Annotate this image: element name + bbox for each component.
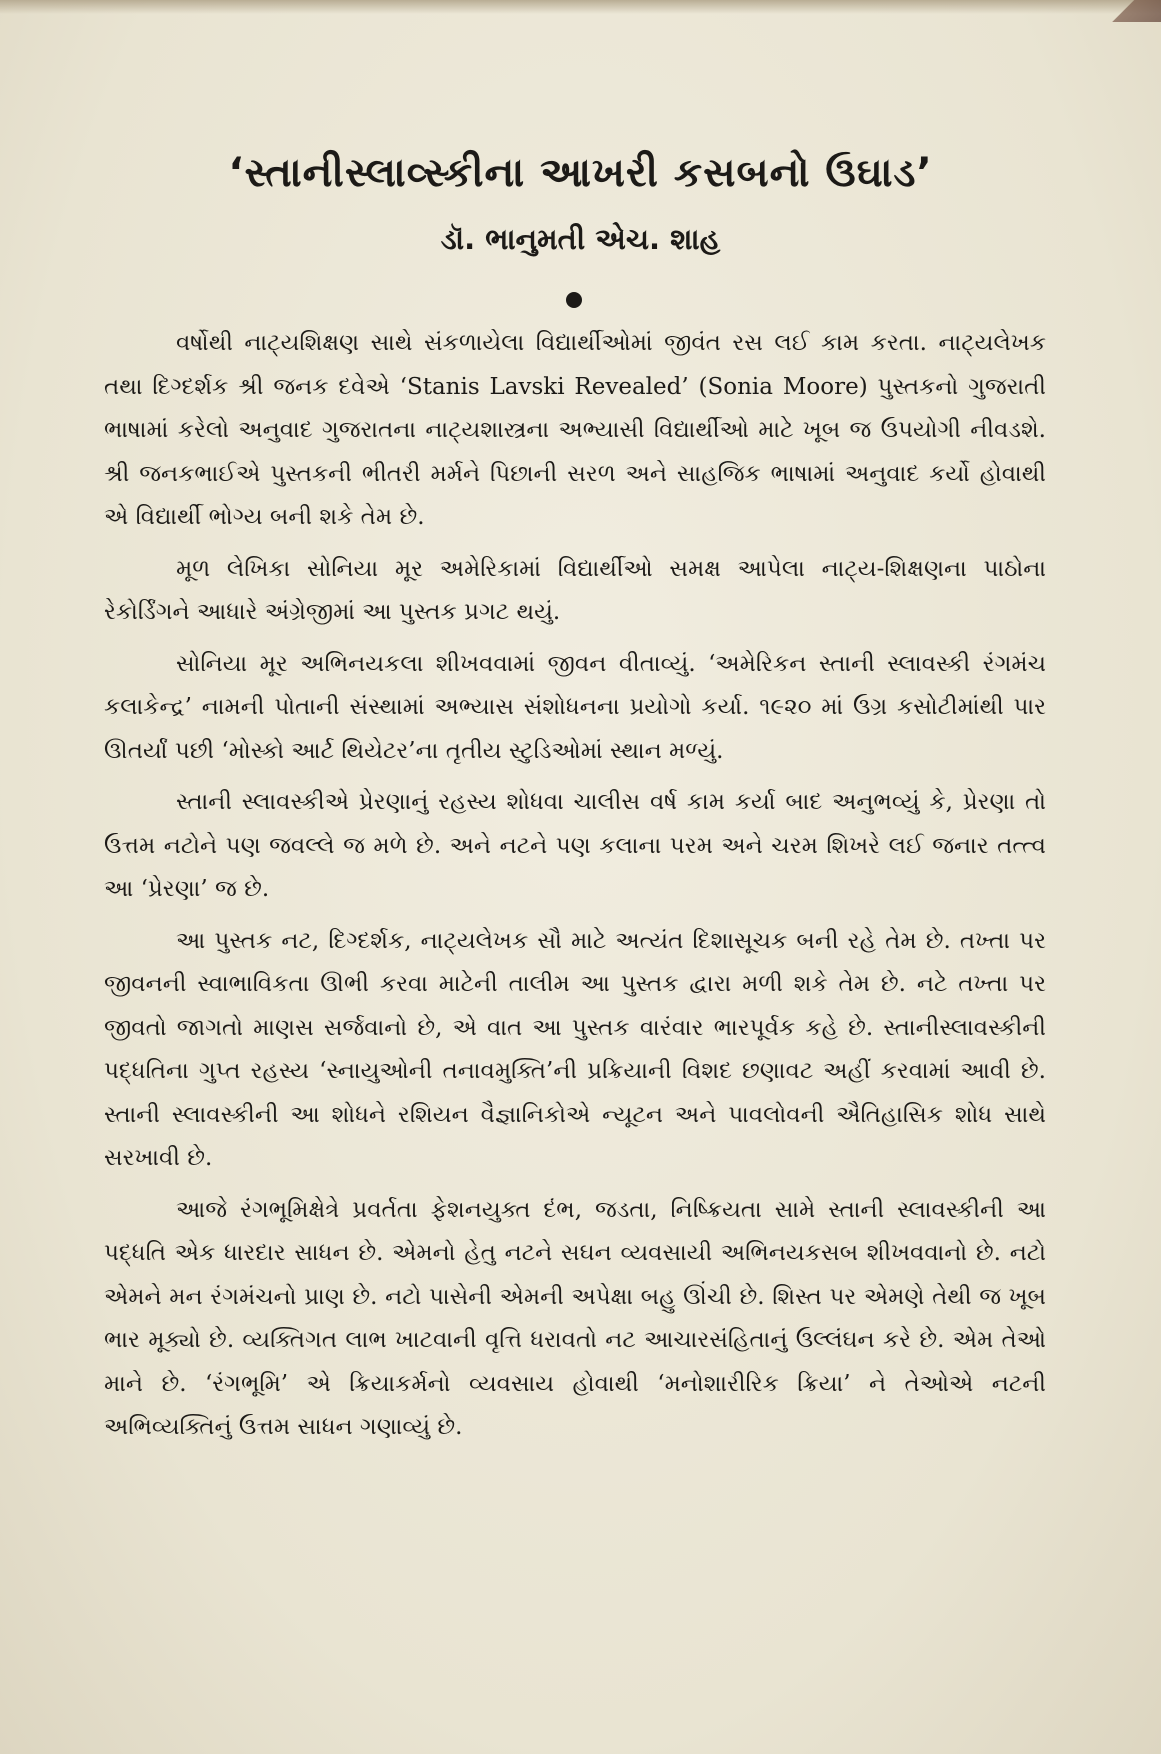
paragraph-5: આ પુસ્તક નટ, દિગ્દર્શક, નાટ્યલેખક સૌ માટે અત્યંત દિશાસૂચક બની રહે તેમ છે. તખ્તા પર જીવનની સ્વાભાવિકતા ઊભી કરવા માટેની તાલીમ આ પુસ્તક દ્વારા મળી શકે તેમ છે. નટે તખ્તા પર જીવતો જાગતો માણસ સર્જવાનો છે, એ વાત આ પુસ્તક વારંવાર ભારપૂર્વક કહે છે. સ્તાનીસ્લાવસ્કીની પદ્ધતિના ગુપ્ત રહસ્ય ‘સ્નાયુઓની તનાવમુક્તિ’ની પ્રક્રિયાની વિશદ છણાવટ અહીં કરવામાં આવી છે. સ્તાની સ્લાવસ્કીની આ શોધને રશિયન વૈજ્ઞાનિકોએ ન્યૂટન અને પાવલોવની ઐતિહાસિક શોધ સાથે સરખાવી છે. <box>104 927 1046 1171</box>
paragraph-1: વર્ષોથી નાટ્યશિક્ષણ સાથે સંકળાયેલા વિદ્યાર્થીઓમાં જીવંત રસ લઈ કામ કરતા. નાટ્યલેખક તથા દિગ્દર્શક શ્રી જનક દવેએ ‘Stanis Lavski Revealed’ (Sonia Moore) પુસ્તકનો ગુજરાતી ભાષામાં કરેલો અનુવાદ ગુજરાતના નાટ્યશાસ્ત્રના અભ્યાસી વિદ્યાર્થીઓ માટે ખૂબ જ ઉપયોગી નીવડશે. શ્રી જનકભાઈએ પુસ્તકની ભીતરી મર્મને પિછાની સરળ અને સાહજિક ભાષામાં અનુવાદ કર્યો હોવાથી એ વિદ્યાર્થી ભોગ્ય બની શકે તેમ છે. <box>104 330 1046 530</box>
page-top-edge <box>0 0 1161 14</box>
paragraph-3: સોનિયા મૂર અભિનયકલા શીખવવામાં જીવન વીતાવ્યું. ‘અમેરિકન સ્તાની સ્લાવસ્કી રંગમંચ કલાકેન્દ્ર’ નામની પોતાની સંસ્થામાં અભ્યાસ સંશોધનના પ્રયોગો કર્યા. ૧૯૨૦ માં ઉગ્ર કસોટીમાંથી પાર ઊતર્યાં પછી ‘મોસ્કો આર્ટ થિયેટર’ના તૃતીય સ્ટુડિઓમાં સ્થાન મળ્યું. <box>104 650 1046 764</box>
paragraph-2: મૂળ લેખિકા સોનિયા મૂર અમેરિકામાં વિદ્યાર્થીઓ સમક્ષ આપેલા નાટ્ય-શિક્ષણના પાઠોના રેકોર્ડિંગને આધારે અંગ્રેજીમાં આ પુસ્તક પ્રગટ થયું. <box>104 555 1046 625</box>
section-bullet-icon <box>566 292 582 308</box>
article-body <box>104 322 1046 1458</box>
article-title: ‘સ્તાનીસ્લાવ્સ્કીના આખરી કસબનો ઉઘાડ’ <box>228 150 933 196</box>
paragraph-6: આજે રંગભૂમિક્ષેત્રે પ્રવર્તતા ફેશનયુક્ત દંભ, જડતા, નિષ્ક્રિયતા સામે સ્તાની સ્લાવસ્કીની આ પદ્ધતિ એક ધારદાર સાધન છે. એમનો હેતુ નટને સઘન વ્યવસાયી અભિનયકસબ શીખવવાનો છે. નટો એમને મન રંગમંચનો પ્રાણ છે. નટો પાસેની એમની અપેક્ષા બહુ ઊંચી છે. શિસ્ત પર એમણે તેથી જ ખૂબ ભાર મૂક્યો છે. વ્યક્તિગત લાભ ખાટવાની વૃત્તિ ધરાવતો નટ આચારસંહિતાનું ઉલ્લંઘન કરે છે. એમ તેઓ માને છે. ‘રંગભૂમિ’ એ ક્રિયાકર્મનો વ્યવસાય હોવાથી ‘મનોશારીરિક ક્રિયા’ ને તેઓએ નટની અભિવ્યક્તિનું ઉત્તમ સાધન ગણાવ્યું છે. <box>104 1196 1046 1440</box>
page-corner-mark <box>1101 0 1161 22</box>
article-author: ડૉ. ભાનુમતી એચ. શાહ <box>440 222 721 256</box>
paragraph-4: સ્તાની સ્લાવસ્કીએ પ્રેરણાનું રહસ્ય શોધવા ચાલીસ વર્ષ કામ કર્યા બાદ અનુભવ્યું કે, પ્રેરણા તો ઉત્તમ નટોને પણ જવલ્લે જ મળે છે. અને નટને પણ કલાના પરમ અને ચરમ શિખરે લઈ જનાર તત્ત્વ આ ‘પ્રેરણા’ જ છે. <box>104 789 1046 902</box>
